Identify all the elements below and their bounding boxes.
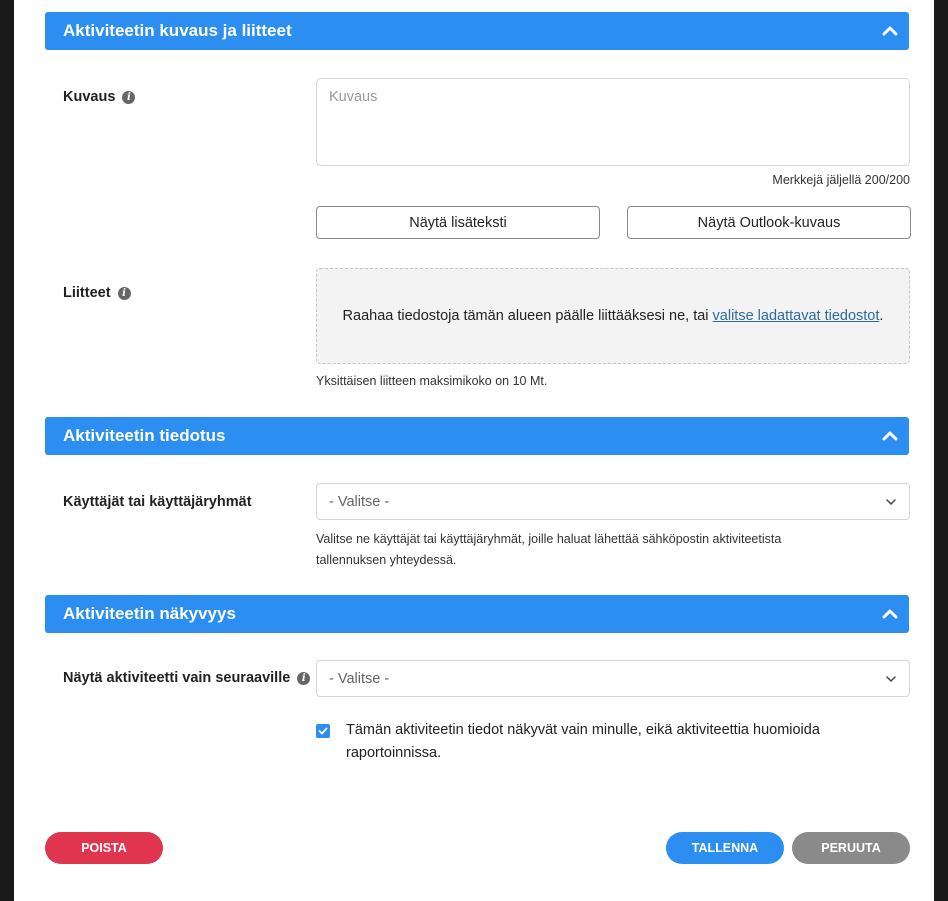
max-size-hint: Yksittäisen liitteen maksimikoko on 10 Mt. bbox=[316, 374, 548, 388]
attachments-label: Liitteet bbox=[63, 285, 111, 301]
description-placeholder: Kuvaus bbox=[329, 89, 378, 105]
private-activity-line2: raportoinnissa. bbox=[346, 745, 442, 761]
chevron-up-icon bbox=[881, 427, 899, 445]
section-title: Aktiviteetin kuvaus ja liitteet bbox=[63, 21, 292, 40]
chevron-up-icon bbox=[881, 605, 899, 623]
description-label-row bbox=[63, 89, 135, 105]
dropzone-text: Raahaa tiedostoja tämän alueen päälle liittääksesi ne, tai bbox=[342, 308, 713, 324]
dropzone-suffix: . bbox=[879, 308, 884, 324]
section-title: Aktiviteetin tiedotus bbox=[63, 426, 226, 445]
section-header-description[interactable] bbox=[45, 12, 909, 50]
private-activity-label bbox=[346, 719, 886, 765]
users-select-value: - Valitse - bbox=[329, 493, 390, 510]
notification-hint bbox=[316, 529, 781, 571]
cancel-button[interactable]: PERUUTA bbox=[792, 832, 910, 864]
users-label-text: Käyttäjät tai käyttäjäryhmät bbox=[63, 494, 252, 510]
chevron-down-icon bbox=[885, 673, 897, 685]
description-textarea[interactable] bbox=[316, 78, 910, 166]
char-count: Merkkejä jäljellä 200/200 bbox=[772, 173, 910, 187]
info-icon[interactable]: i bbox=[297, 672, 310, 685]
visibility-label: Näytä aktiviteetti vain seuraaville bbox=[63, 670, 291, 686]
select-files-link[interactable]: valitse ladattavat tiedostot bbox=[712, 308, 880, 324]
chevron-down-icon bbox=[885, 496, 897, 508]
chevron-up-icon bbox=[881, 22, 899, 40]
description-label: Kuvaus bbox=[63, 89, 116, 105]
section-title: Aktiviteetin näkyvyys bbox=[63, 604, 236, 623]
section-header-notification[interactable] bbox=[45, 417, 909, 455]
file-dropzone[interactable] bbox=[316, 268, 910, 364]
info-icon[interactable]: i bbox=[118, 287, 131, 300]
checkmark-icon bbox=[318, 726, 328, 736]
save-button[interactable]: TALLENNA bbox=[666, 832, 784, 864]
section-header-visibility[interactable] bbox=[45, 595, 909, 633]
private-activity-line1: Tämän aktiviteetin tiedot näkyvät vain minulle, eikä aktiviteettia huomioida bbox=[346, 722, 820, 738]
notification-hint-line2: tallennuksen yhteydessä. bbox=[316, 553, 457, 567]
users-label bbox=[63, 494, 252, 510]
private-activity-checkbox[interactable] bbox=[316, 724, 330, 738]
visibility-select[interactable] bbox=[316, 660, 910, 697]
visibility-label-row bbox=[63, 670, 310, 686]
show-outlook-description-button[interactable]: Näytä Outlook-kuvaus bbox=[627, 206, 911, 239]
attachments-label-row bbox=[63, 285, 131, 301]
delete-button[interactable]: POISTA bbox=[45, 832, 163, 864]
form-panel bbox=[14, 0, 934, 901]
notification-hint-line1: Valitse ne käyttäjät tai käyttäjäryhmät, joille haluat lähettää sähköpostin aktiviteetista bbox=[316, 532, 782, 546]
show-extra-text-button[interactable]: Näytä lisäteksti bbox=[316, 206, 600, 239]
info-icon[interactable]: i bbox=[122, 91, 135, 104]
visibility-select-value: - Valitse - bbox=[329, 670, 390, 687]
users-select[interactable] bbox=[316, 483, 910, 520]
